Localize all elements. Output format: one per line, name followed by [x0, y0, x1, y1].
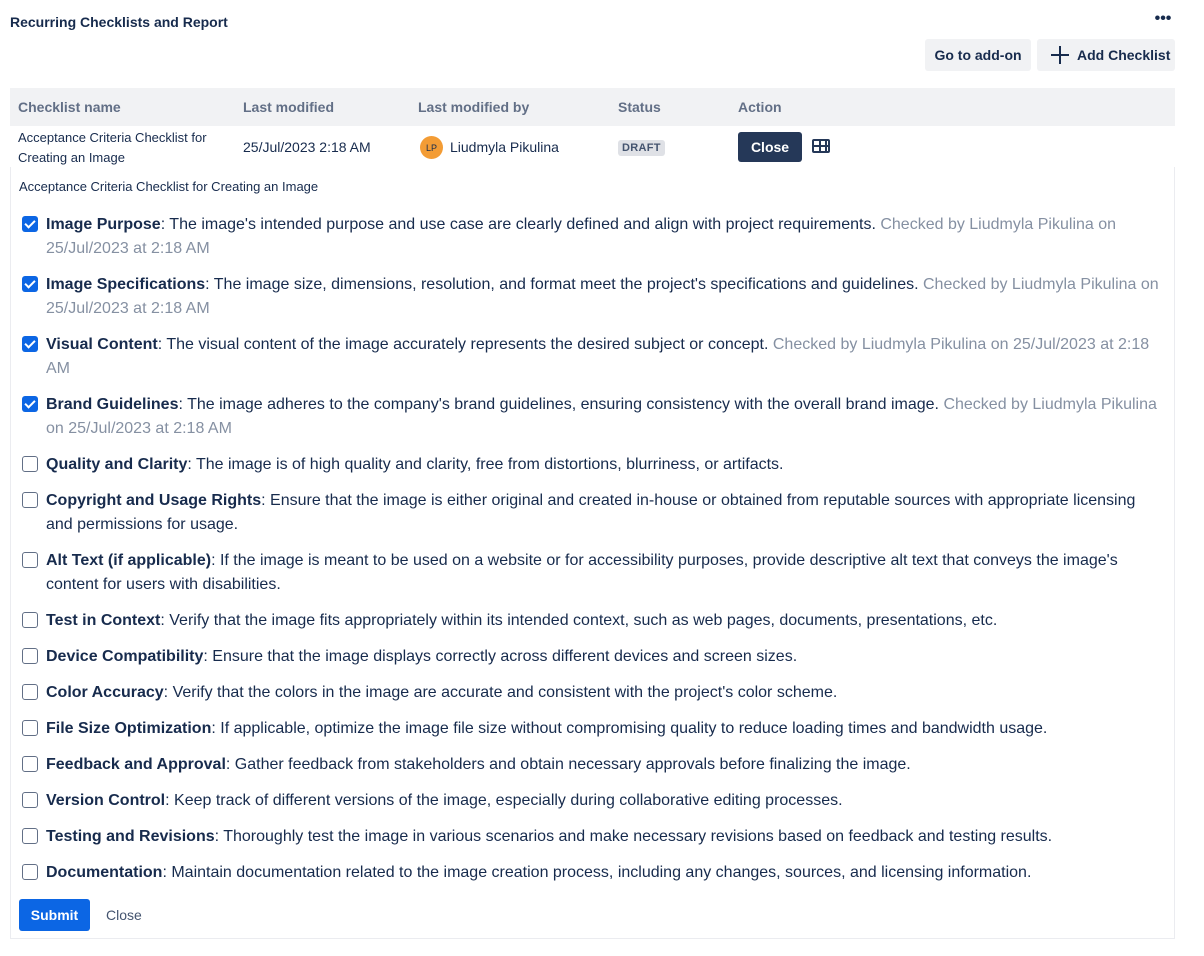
column-last-modified[interactable]: Last modified: [243, 99, 335, 115]
checkbox[interactable]: [22, 792, 38, 808]
checklist-item-title: Image Specifications: [46, 276, 206, 293]
checklist-item-title: Device Compatibility: [46, 648, 204, 665]
checkbox[interactable]: [22, 396, 38, 412]
checklist-item-description: : Keep track of different versions of the image, especially during collaborative editing processes.: [165, 792, 843, 809]
column-last-modified-by[interactable]: Last modified by: [418, 99, 530, 115]
checklist-item-text: [46, 825, 1164, 849]
checklist-item-text: [46, 453, 1164, 477]
checklist-item-description: : Verify that the colors in the image are accurate and consistent with the project's color scheme.: [163, 684, 838, 701]
checklist-item-text: [46, 489, 1164, 537]
checklist-item-title: Quality and Clarity: [46, 456, 188, 473]
checklist-item-title: Feedback and Approval: [46, 756, 226, 773]
checked-by-note: Checked by Liudmyla Pikulina on 25/Jul/2023 at 2:18 AM: [46, 396, 1157, 437]
status-badge: DRAFT: [618, 140, 665, 156]
checklist-item-description: : Verify that the image fits appropriately within its intended context, such as web pages, documents, presentations, etc.: [160, 612, 998, 629]
checklist-item-description: : Thoroughly test the image in various scenarios and make necessary revisions based on feedback and testing results.: [214, 828, 1053, 845]
checkbox[interactable]: [22, 684, 38, 700]
more-horizontal-icon[interactable]: •••: [1154, 10, 1172, 27]
checkbox[interactable]: [22, 720, 38, 736]
checklist-item-title: Testing and Revisions: [46, 828, 215, 845]
add-checklist-button[interactable]: [1037, 39, 1175, 71]
avatar: LP: [420, 136, 443, 159]
close-checklist-button[interactable]: Close: [738, 132, 802, 162]
checklist-item-description: : If applicable, optimize the image file size without compromising quality to reduce loading times and bandwidth usage.: [211, 720, 1048, 737]
column-status[interactable]: Status: [618, 99, 661, 115]
checklist-item-description: : The visual content of the image accurately represents the desired subject or concept.: [157, 336, 773, 353]
checklist-item-text: [46, 393, 1164, 441]
checkbox[interactable]: [22, 276, 38, 292]
checklist-item-text: [46, 609, 1164, 633]
checkbox[interactable]: [22, 648, 38, 664]
go-to-addon-label: Go to add-on: [934, 47, 1022, 63]
table-header: [10, 88, 1175, 126]
checklist-item-title: Brand Guidelines: [46, 396, 179, 413]
checklist-item-description: : If the image is meant to be used on a website or for accessibility purposes, provide descriptive alt text that conveys the image's content for users with disabilities.: [46, 552, 1118, 593]
checklist-item-text: [46, 213, 1164, 261]
checklist-item-text: [46, 789, 1164, 813]
checklist-item-description: : Gather feedback from stakeholders and obtain necessary approvals before finalizing the image.: [225, 756, 911, 773]
checklist-item-description: : The image size, dimensions, resolution, and format meet the project's specifications and guidelines.: [205, 276, 923, 293]
last-modified-by-cell: Liudmyla Pikulina: [450, 139, 559, 155]
checklist-item-title: Test in Context: [46, 612, 161, 629]
checklist-item-text: [46, 753, 1164, 777]
checklist-item-text: [46, 549, 1164, 597]
checklist-name-cell: Acceptance Criteria Checklist for Creating an Image: [18, 130, 207, 165]
checkbox[interactable]: [22, 216, 38, 232]
checked-by-note: Checked by Liudmyla Pikulina on 25/Jul/2023 at 2:18 AM: [46, 216, 1117, 257]
column-action: Action: [738, 99, 782, 115]
checklist-item-description: : The image is of high quality and clarity, free from distortions, blurriness, or artifacts.: [187, 456, 784, 473]
plus-icon: [1051, 46, 1069, 64]
checkbox[interactable]: [22, 492, 38, 508]
page-title: Recurring Checklists and Report: [10, 14, 228, 30]
close-button[interactable]: Close: [106, 907, 142, 923]
checklist-item-title: Color Accuracy: [46, 684, 164, 701]
checklist-item-title: Documentation: [46, 864, 163, 881]
checklist-item-title: Image Purpose: [46, 216, 161, 233]
checklist-item-text: [46, 681, 1164, 705]
checklist-item-description: : Ensure that the image displays correctly across different devices and screen sizes.: [203, 648, 798, 665]
checklist-panel-title: Acceptance Criteria Checklist for Creating an Image: [19, 179, 319, 194]
checkbox[interactable]: [22, 456, 38, 472]
checklist-item-text: [46, 645, 1164, 669]
submit-button[interactable]: Submit: [19, 899, 90, 931]
checklist-item-title: Version Control: [46, 792, 166, 809]
checkbox[interactable]: [22, 552, 38, 568]
checklist-item-text: [46, 273, 1164, 321]
last-modified-cell: 25/Jul/2023 2:18 AM: [243, 139, 371, 155]
checkbox[interactable]: [22, 612, 38, 628]
checklist-item-description: : The image's intended purpose and use case are clearly defined and align with project requirements.: [160, 216, 881, 233]
checklist-item-title: Copyright and Usage Rights: [46, 492, 262, 509]
checkbox[interactable]: [22, 864, 38, 880]
checklist-item-description: : Maintain documentation related to the image creation process, including any changes, sources, and licensing information.: [162, 864, 1032, 881]
table-grid-icon[interactable]: [812, 139, 830, 153]
checklist-item-description: : Ensure that the image is either original and created in-house or obtained from reputable sources with appropriate licensing and permissions for usage.: [46, 492, 1136, 533]
checklist-item-text: [46, 861, 1164, 885]
column-checklist-name[interactable]: Checklist name: [18, 99, 121, 115]
checked-by-note: Checked by Liudmyla Pikulina on 25/Jul/2023 at 2:18 AM: [46, 336, 1150, 377]
go-to-addon-button[interactable]: [925, 39, 1031, 71]
checklist-item-title: Visual Content: [46, 336, 158, 353]
checklist-item-text: [46, 717, 1164, 741]
add-checklist-label: Add Checklist: [1077, 47, 1171, 63]
checklist-item-text: [46, 333, 1164, 381]
checked-by-note: Checked by Liudmyla Pikulina on 25/Jul/2023 at 2:18 AM: [46, 276, 1159, 317]
checklist-item-description: : The image adheres to the company's brand guidelines, ensuring consistency with the overall brand image.: [178, 396, 944, 413]
checklist-item-title: Alt Text (if applicable): [46, 552, 212, 569]
checkbox[interactable]: [22, 756, 38, 772]
checkbox[interactable]: [22, 336, 38, 352]
checkbox[interactable]: [22, 828, 38, 844]
checklist-item-title: File Size Optimization: [46, 720, 212, 737]
